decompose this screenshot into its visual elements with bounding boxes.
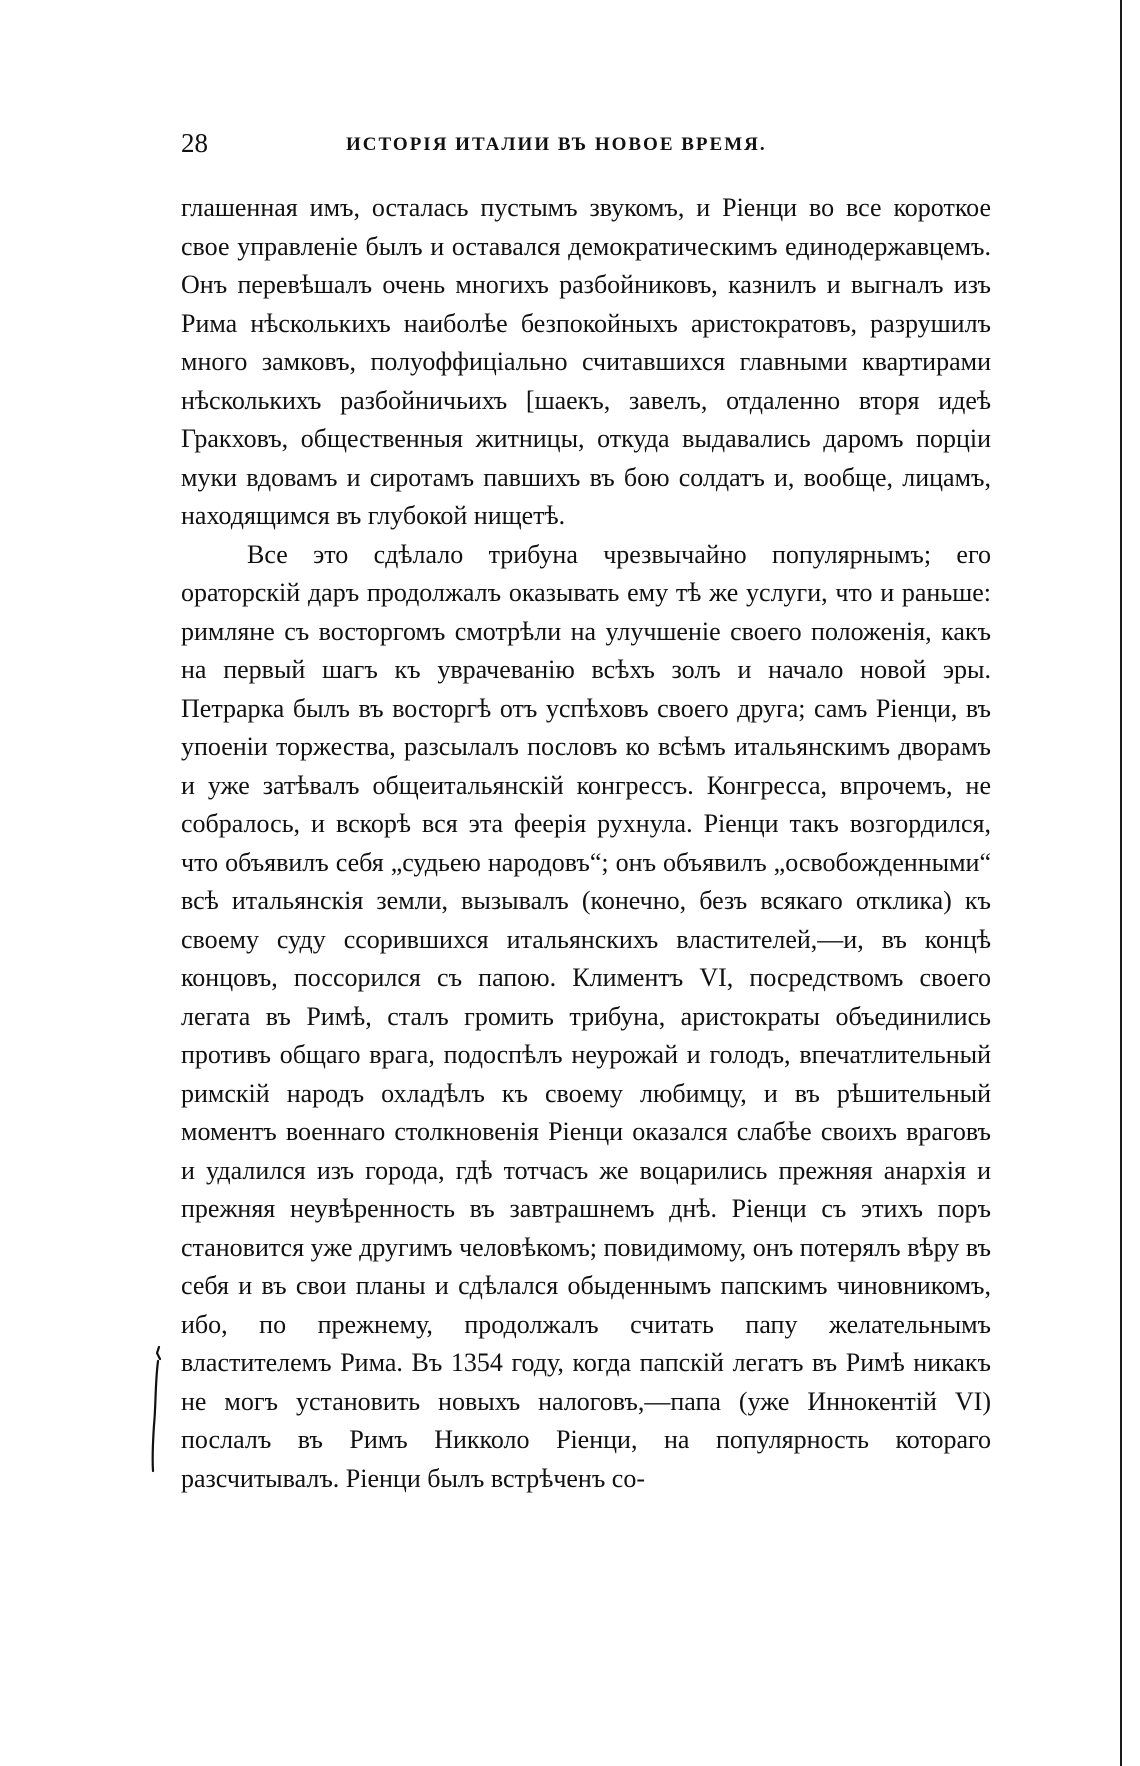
- running-header: [181, 128, 991, 168]
- margin-pencil-mark: [146, 1345, 166, 1475]
- body-text: [181, 189, 991, 1498]
- paragraph: Все это сдѣлало трибуна чрезвычайно популярнымъ; его ораторскій даръ продолжалъ оказывать ему тѣ же услуги, что и раньше: римляне съ восторгомъ смотрѣли на улучшеніе своего положенія, какъ на первый шагъ къ уврачеванію всѣхъ золъ и начало новой эры. Петрарка былъ въ восторгѣ отъ успѣховъ своего друга; самъ Ріенци, въ упоеніи торжества, разсылалъ пословъ ко всѣмъ итальянскимъ дворамъ и уже затѣвалъ общеитальянскій конгрессъ. Конгресса, впрочемъ, не собралось, и вскорѣ вся эта феерія рухнула. Ріенци такъ возгордился, что объявилъ себя „судьею народовъ“; онъ объявилъ „освобожденными“ всѣ итальянскія земли, вызывалъ (конечно, безъ всякаго отклика) къ своему суду ссорившихся итальянскихъ властителей,—и, въ концѣ концовъ, поссорился съ папою. Климентъ VI, посредствомъ своего легата въ Римѣ, сталъ громить трибуна, аристократы объединились противъ общаго врага, подоспѣлъ неурожай и голодъ, впечатлительный римскій народъ охладѣлъ къ своему любимцу, и въ рѣшительный моментъ военнаго столкновенія Ріенци оказался слабѣе своихъ враговъ и удалился изъ города, гдѣ тотчасъ же воцарились прежняя анархія и прежняя неувѣренность въ завтрашнемъ днѣ. Ріенци съ этихъ поръ становится уже другимъ человѣкомъ; повидимому, онъ потерялъ вѣру въ себя и въ свои планы и сдѣлался обыденнымъ папскимъ чиновникомъ, ибо, по прежнему, продолжалъ считать папу желательнымъ властителемъ Рима. Въ 1354 году, когда папскій легатъ въ Римѣ никакъ не могъ установить новыхъ налоговъ,—папа (уже Иннокентій VI) послалъ въ Римъ Никколо Ріенци, на популярность котораго разсчитывалъ. Ріенци былъ встрѣченъ со-: [181, 539, 991, 1493]
- paragraph-continued: глашенная имъ, осталась пустымъ звукомъ, и Ріенци во все короткое свое управленіе былъ и оставался демократическимъ единодержавцемъ. Онъ перевѣшалъ очень многихъ разбойниковъ, казнилъ и выгналъ изъ Рима нѣсколькихъ наиболѣе безпокойныхъ аристократовъ, разрушилъ много замковъ, полуоффиціально считавшихся главными квартирами нѣсколькихъ разбойничьихъ [шаекъ, завелъ, отдаленно вторя идеѣ Гракховъ, общественныя житницы, откуда выдавались даромъ порціи муки вдовамъ и сиротамъ павшихъ въ бою солдатъ и, вообще, лицамъ, находящимся въ глубокой нищетѣ.: [181, 193, 991, 530]
- page-edge-line: [1120, 0, 1122, 1766]
- page-number: 28: [181, 128, 208, 158]
- running-title: ИСТОРІЯ ИТАЛИИ ВЪ НОВОЕ ВРЕМЯ.: [346, 134, 767, 155]
